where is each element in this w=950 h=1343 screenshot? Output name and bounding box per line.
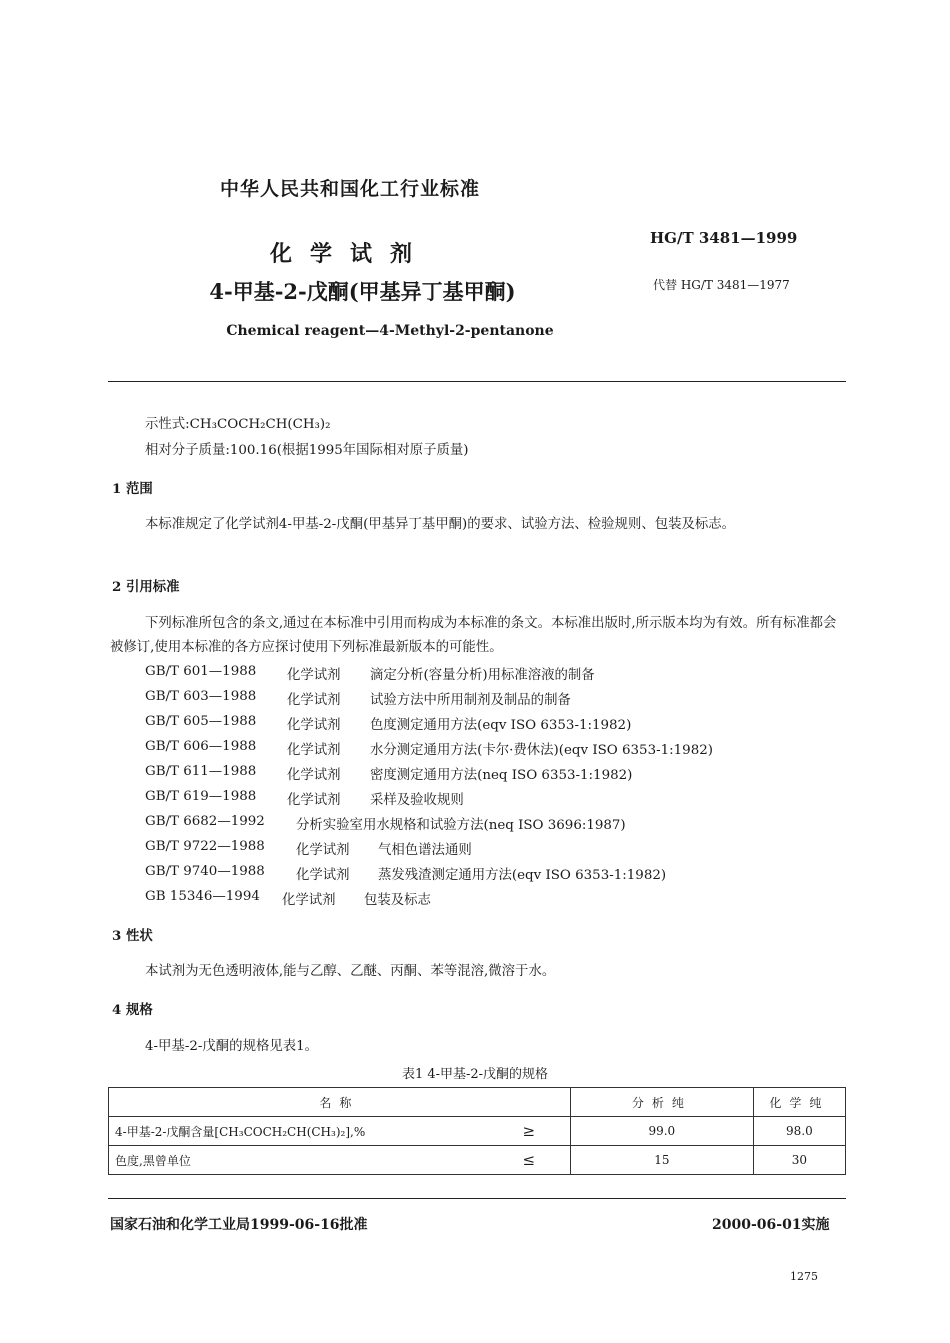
reference-number: GB/T 611—1988 (145, 764, 257, 779)
molecular-mass: 相对分子质量:100.16(根据1995年国际相对原子质量) (145, 443, 469, 458)
reference-title: 色度测定通用方法(eqv ISO 6353-1:1982) (370, 718, 632, 733)
reference-title: 气相色谱法通则 (378, 843, 472, 858)
issuing-organization: 中华人民共和国化工行业标准 (219, 178, 480, 200)
reference-number: GB/T 6682—1992 (145, 814, 265, 829)
reference-category: 化学试剂 (287, 693, 341, 708)
section-1-heading: 1 范围 (112, 481, 153, 497)
reference-number: GB/T 605—1988 (145, 714, 257, 729)
structural-formula: 示性式:CH₃COCH₂CH(CH₃)₂ (145, 417, 331, 432)
reference-category: 化学试剂 (287, 668, 341, 683)
reference-number: GB/T 603—1988 (145, 689, 257, 704)
reference-number: GB/T 9722—1988 (145, 839, 265, 854)
reference-category: 化学试剂 (287, 793, 341, 808)
comparison-symbol: ≤ (488, 1146, 571, 1175)
header-divider (108, 381, 846, 382)
reference-title: 包装及标志 (364, 893, 431, 908)
reference-category: 化学试剂 (282, 893, 336, 908)
analytical-grade-value: 15 (570, 1146, 753, 1175)
reference-category: 化学试剂 (287, 768, 341, 783)
reference-number: GB/T 606—1988 (145, 739, 257, 754)
section-2-heading: 2 引用标准 (112, 579, 180, 595)
table-row (109, 1117, 846, 1146)
reference-category: 化学试剂 (287, 718, 341, 733)
reference-title: 试验方法中所用制剂及制品的制备 (370, 693, 571, 708)
reference-title: 分析实验室用水规格和试验方法(neq ISO 3696:1987) (296, 818, 626, 833)
reference-number: GB/T 9740—1988 (145, 864, 265, 879)
table-caption: 表1 4-甲基-2-戊酮的规格 (401, 1067, 549, 1082)
approval-statement: 国家石油和化学工业局1999-06-16批准 (110, 1217, 368, 1233)
title-chinese: 化学试剂 (269, 241, 430, 267)
chemical-grade-value: 30 (753, 1146, 845, 1175)
page-number: 1275 (790, 1270, 818, 1283)
section-4-heading: 4 规格 (112, 1002, 153, 1018)
header-chemical-grade: 化学纯 (753, 1088, 845, 1117)
reference-title: 采样及验收规则 (370, 793, 464, 808)
specification-table (108, 1087, 846, 1175)
reference-category: 化学试剂 (296, 843, 350, 858)
effective-date: 2000-06-01实施 (712, 1217, 830, 1233)
section-2-text: 下列标准所包含的条文,通过在本标准中引用而构成为本标准的条文。本标准出版时,所示版本均为有效。所有标准都会被修订,使用本标准的各方应探讨使用下列标准最新版本的可能性。 (110, 616, 837, 655)
chemical-grade-value: 98.0 (753, 1117, 845, 1146)
title-english: Chemical reagent—4-Methyl-2-pentanone (226, 323, 554, 339)
analytical-grade-value: 99.0 (570, 1117, 753, 1146)
reference-title: 水分测定通用方法(卡尔·费休法)(eqv ISO 6353-1:1982) (370, 743, 713, 758)
reference-title: 滴定分析(容量分析)用标准溶液的制备 (370, 668, 595, 683)
section-3-heading: 3 性状 (112, 928, 153, 944)
standard-number: HG/T 3481—1999 (650, 229, 798, 247)
reference-category: 化学试剂 (296, 868, 350, 883)
table-header-row (109, 1088, 846, 1117)
section-3-text: 本试剂为无色透明液体,能与乙醇、乙醚、丙酮、苯等混溶,微溶于水。 (145, 964, 556, 979)
reference-title: 蒸发残渣测定通用方法(eqv ISO 6353-1:1982) (378, 868, 667, 883)
header-analytical-grade: 分析纯 (570, 1088, 753, 1117)
reference-title: 密度测定通用方法(neq ISO 6353-1:1982) (370, 768, 633, 783)
table-row (109, 1146, 846, 1175)
replaces-standard: 代替 HG/T 3481—1977 (653, 278, 790, 292)
comparison-symbol: ≥ (488, 1117, 571, 1146)
reference-number: GB/T 601—1988 (145, 664, 257, 679)
row-name: 色度,黑曾单位 (109, 1146, 488, 1175)
header-name: 名称 (109, 1088, 571, 1117)
section-4-text: 4-甲基-2-戊酮的规格见表1。 (145, 1039, 319, 1054)
footer-divider (108, 1198, 846, 1199)
reference-number: GB/T 619—1988 (145, 789, 257, 804)
section-1-text: 本标准规定了化学试剂4-甲基-2-戊酮(甲基异丁基甲酮)的要求、试验方法、检验规则、包装及标志。 (145, 517, 736, 532)
reference-category: 化学试剂 (287, 743, 341, 758)
reference-number: GB 15346—1994 (145, 889, 260, 904)
row-name: 4-甲基-2-戊酮含量[CH₃COCH₂CH(CH₃)₂],% (109, 1117, 488, 1146)
title-compound: 4-甲基-2-戊酮(甲基异丁基甲酮) (209, 279, 516, 304)
